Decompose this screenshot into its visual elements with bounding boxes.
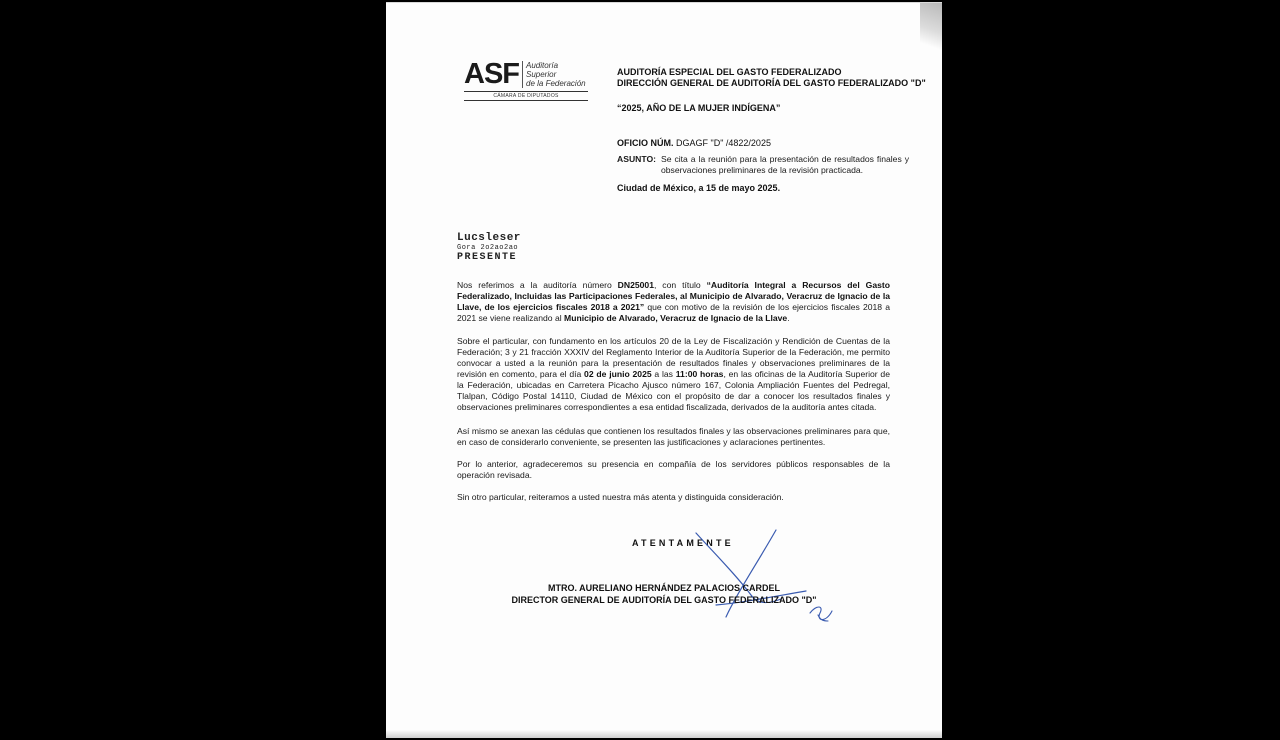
p2-text-3: , en las oficinas de la Auditoría Superior de la Federación, ubicadas en Carretera Picacho Ajusco número 167, Colonia Ampliación Fuentes del Pedregal, Tlalpan, Código Postal 14110, Ciudad de México con el propósito de dar a conocer los resultados finales y observaciones preliminares correspondientes a esa entidad fiscalizada, derivados de la auditoría antes citada.: [457, 369, 890, 412]
p1-text-2: , con título: [653, 280, 707, 290]
logo-rule-bottom: [464, 100, 588, 101]
addressee-block: [457, 232, 521, 263]
asunto-label: ASUNTO:: [617, 154, 656, 164]
logo-subtitle: [522, 61, 586, 88]
oficio-line: [617, 138, 771, 149]
p1-text-1: Nos referimos a la auditoría número: [457, 280, 618, 290]
asunto-text: Se cita a la reunión para la presentación de resultados finales y observaciones preliminares de la revisión practicada.: [661, 154, 909, 175]
logo-line-2: Superior: [526, 70, 557, 79]
header-line-1: AUDITORÍA ESPECIAL DEL GASTO FEDERALIZADO: [617, 67, 842, 77]
paragraph-4: Por lo anterior, agradeceremos su presencia en compañía de los servidores públicos responsables de la operación revisada.: [457, 459, 890, 480]
audit-number: DN25001: [617, 280, 654, 290]
asf-logo: [464, 59, 592, 103]
paragraph-5: Sin otro particular, reiteramos a usted nuestra más atenta y distinguida consideración.: [457, 492, 784, 502]
page-bottom-shadow: [386, 730, 942, 738]
addressee-name: Lucsleser: [457, 232, 521, 244]
addressee-role: Gora 2o2ao2ao: [457, 244, 519, 252]
meeting-time: 11:00 horas: [675, 369, 724, 379]
paragraph-1: [457, 280, 890, 324]
year-motto: “2025, AÑO DE LA MUJER INDÍGENA”: [617, 103, 781, 113]
logo-line-3: de la Federación: [526, 79, 586, 88]
paragraph-2: [457, 336, 890, 413]
meeting-date: 02 de junio 2025: [584, 369, 652, 379]
closing-atentamente: ATENTAMENTE: [632, 538, 734, 548]
municipio-name: Municipio de Alvarado, Veracruz de Ignacio de la Llave: [564, 313, 788, 323]
oficio-label: OFICIO NÚM.: [617, 138, 674, 148]
logo-line-1: Auditoría: [526, 61, 559, 70]
signer-name: MTRO. AURELIANO HERNÁNDEZ PALACIOS CARDEL: [548, 583, 780, 593]
logo-mark: ASF: [464, 58, 519, 90]
addressee-presente: PRESENTE: [457, 252, 518, 263]
p1-text-4: .: [787, 313, 790, 323]
p1-text-3: que con motivo de la revisión de los ejercicios fiscales 2018 a 2021 se viene realizando al: [457, 302, 890, 323]
place-date: Ciudad de México, a 15 de mayo 2025.: [617, 183, 781, 193]
signer-title: DIRECTOR GENERAL DE AUDITORÍA DEL GASTO FEDERALIZADO "D": [511, 595, 817, 605]
header-line-2: DIRECCIÓN GENERAL DE AUDITORÍA DEL GASTO FEDERALIZADO "D": [617, 78, 926, 88]
document-page: [386, 2, 942, 738]
p2-text-2: a las: [651, 369, 676, 379]
oficio-number: DGAGF "D" /4822/2025: [676, 138, 771, 148]
logo-caption: CÁMARA DE DIPUTADOS: [493, 93, 559, 99]
paragraph-3: Así mismo se anexan las cédulas que contienen los resultados finales y las observaciones preliminares para que, en caso de considerarlo conveniente, se presenten las justificaciones y aclaraciones pertinentes.: [457, 426, 890, 447]
p2-text-1: Sobre el particular, con fundamento en los artículos 20 de la Ley de Fiscalización y Rendición de Cuentas de la Federación; 3 y 21 fracción XXXIV del Reglamento Interior de la Auditoría Superior de la Federación, me permito convocar a usted a la reunión para la presentación de resultados finales y observaciones preliminares de la revisión en comento, para el día: [457, 336, 890, 379]
logo-rule: [464, 91, 588, 92]
audit-title: “Auditoría Integral a Recursos del Gasto Federalizado, Incluidas las Participaciones Federales, al Municipio de Alvarado, Veracruz de Ignacio de la Llave, de los ejercicios fiscales 2018 a 2021”: [457, 280, 890, 312]
